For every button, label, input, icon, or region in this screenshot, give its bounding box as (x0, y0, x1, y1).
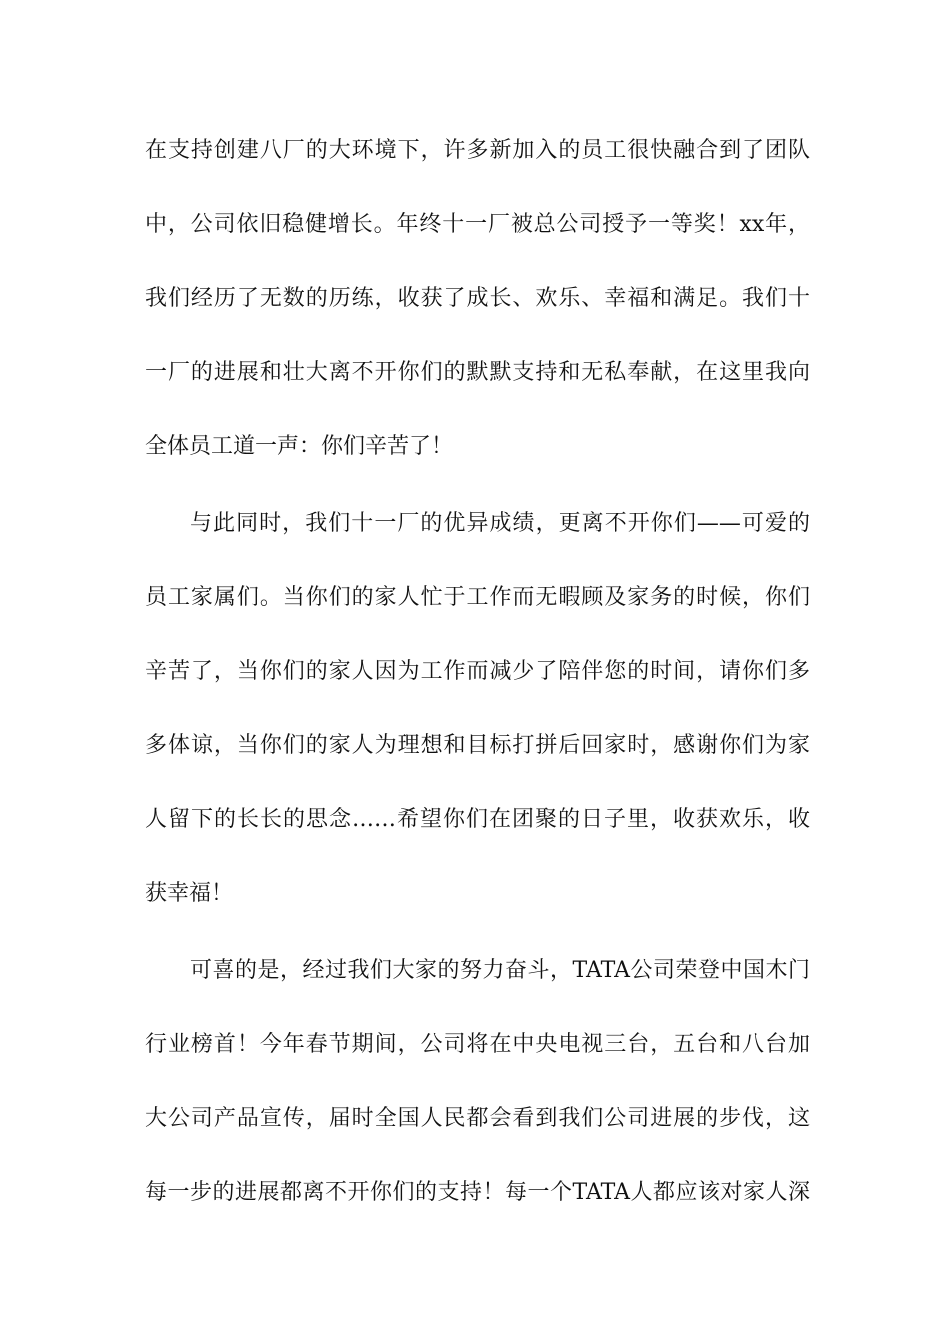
paragraph-first-line: 可喜的是，经过我们大家的努力奋斗，TATA公司荣登中国木门 (190, 958, 810, 983)
text-line: 在支持创建八厂的大环境下，许多新加入的员工很快融合到了团队 (145, 138, 810, 163)
text-line: 辛苦了，当你们的家人因为工作而减少了陪伴您的时间，请你们多 (145, 659, 810, 684)
text-line: 获幸福！ (145, 881, 234, 906)
text-line: 中，公司依旧稳健增长。年终十一厂被总公司授予一等奖！xx年， (145, 212, 810, 237)
text-line: 人留下的长长的思念……希望你们在团聚的日子里，收获欢乐，收 (145, 807, 810, 832)
paragraph-first-line: 与此同时，我们十一厂的优异成绩，更离不开你们——可爱的 (190, 511, 810, 536)
text-line: 全体员工道一声：你们辛苦了！ (145, 434, 454, 459)
text-line: 行业榜首！今年春节期间，公司将在中央电视三台，五台和八台加 (145, 1032, 810, 1057)
text-line: 我们经历了无数的历练，收获了成长、欢乐、幸福和满足。我们十 (145, 286, 810, 311)
text-line: 每一步的进展都离不开你们的支持！每一个TATA人都应该对家人深 (145, 1180, 810, 1205)
text-line: 员工家属们。当你们的家人忙于工作而无暇顾及家务的时候，你们 (145, 585, 810, 610)
text-line: 大公司产品宣传，届时全国人民都会看到我们公司进展的步伐，这 (145, 1106, 810, 1131)
text-line: 多体谅，当你们的家人为理想和目标打拼后回家时，感谢你们为家 (145, 733, 810, 758)
text-line: 一厂的进展和壮大离不开你们的默默支持和无私奉献，在这里我向 (145, 360, 810, 385)
